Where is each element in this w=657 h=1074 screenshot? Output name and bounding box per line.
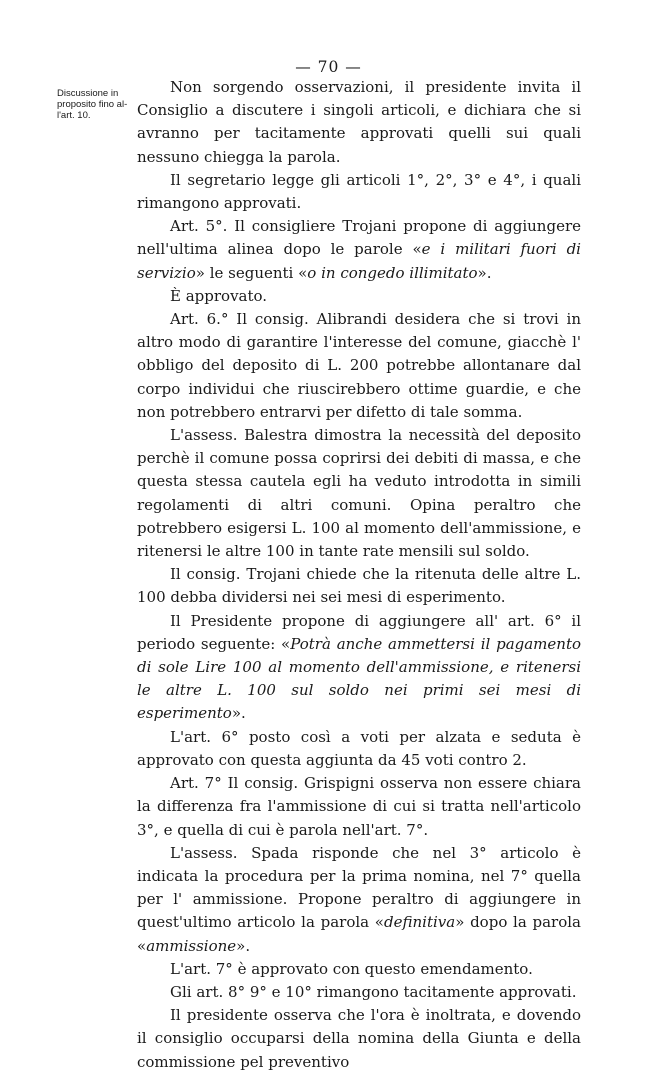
body-text [137,76,581,1074]
paragraph: Art. 5°. Il consigliere Trojani propone di aggiungere nell'ultima alinea dopo le parole «e i militari fuori di servizio» le seguenti «o in congedo illimitato». [137,217,581,282]
italic-quote: definitiva [384,913,456,932]
paragraph: Non sorgendo osservazioni, il presidente invita il Consiglio a discutere i singoli articoli, e dichiara che si avranno per tacitamente approvati quelli sui quali nessuno chiegga la parola. [137,78,581,166]
paragraph: Il consig. Trojani chiede che la ritenuta delle altre L. 100 debba dividersi nei sei mesi di esperimento. [137,565,581,607]
margin-note-line: Discussione in [57,88,119,99]
paragraph: È approvato. [170,286,268,305]
italic-quote: o in congedo illimitato [307,263,478,282]
margin-note-line: proposito fino al- [57,99,128,110]
paragraph: L'art. 7° è approvato con questo emendamento. [170,959,533,978]
paragraph: L'assess. Balestra dimostra la necessità del deposito perchè il comune possa coprirsi dei debiti di massa, e che questa stessa cautela egli ha veduto introdotta in simili regolamenti di altri comuni. Opina peraltro che potrebbero esigersi L. 100 al momento dell'ammissione, e ritenersi le altre 100 in tante rate mensili sul soldo. [137,426,581,561]
margin-note [57,88,135,121]
paragraph: Il presidente osserva che l'ora è inoltrata, e dovendo il consiglio occuparsi della nomina della Giunta e della commissione pel preventivo [137,1006,581,1071]
paragraph: Il segretario legge gli articoli 1°, 2°, 3° e 4°, i quali rimangono approvati. [137,170,581,213]
paragraph: Gli art. 8° 9° e 10° rimangono tacitamente approvati. [170,982,577,1001]
paragraph: Art. 7° Il consig. Grispigni osserva non essere chiara la differenza fra l'ammissione di cui si tratta nell'articolo 3°, e quella di cui è parola nell'art. 7°. [137,774,581,839]
italic-quote: ammissione [146,936,237,955]
page-number: — 70 — [295,58,362,76]
italic-quote: e i militari fuori di servizio [137,240,581,282]
paragraph: L'assess. Spada risponde che nel 3° articolo è indicata la procedura per la prima nomina, nel 7° quella per l' ammissione. Propone peraltro di aggiungere in quest'ultimo articolo la parola «definitiva» dopo la parola «ammissione». [137,843,582,955]
italic-quote: Potrà anche ammettersi il pagamento di sole Lire 100 al momento dell'ammissione, e ritenersi le altre L. 100 sul soldo nei primi sei mesi di esperimento [137,634,581,723]
paragraph: Art. 6.° Il consig. Alibrandi desidera che si trovi in altro modo di garantire l'interesse del comune, giacchè l' obbligo del deposito di L. 200 potrebbe allontanare dal corpo individui che riuscirebbero ottime guardie, e che non potrebbero entrarvi per difetto di tale somma. [137,310,581,421]
margin-note-line: l'art. 10. [57,110,91,121]
paragraph: Il Presidente propone di aggiungere all' art. 6° il periodo seguente: «Potrà anche ammettersi il pagamento di sole Lire 100 al momento dell'ammissione, e ritenersi le altre L. 100 sul soldo nei primi sei mesi di esperimento». [137,611,581,723]
paragraph: L'art. 6° posto così a voti per alzata e seduta è approvato con questa aggiunta da 45 voti contro 2. [137,727,581,769]
